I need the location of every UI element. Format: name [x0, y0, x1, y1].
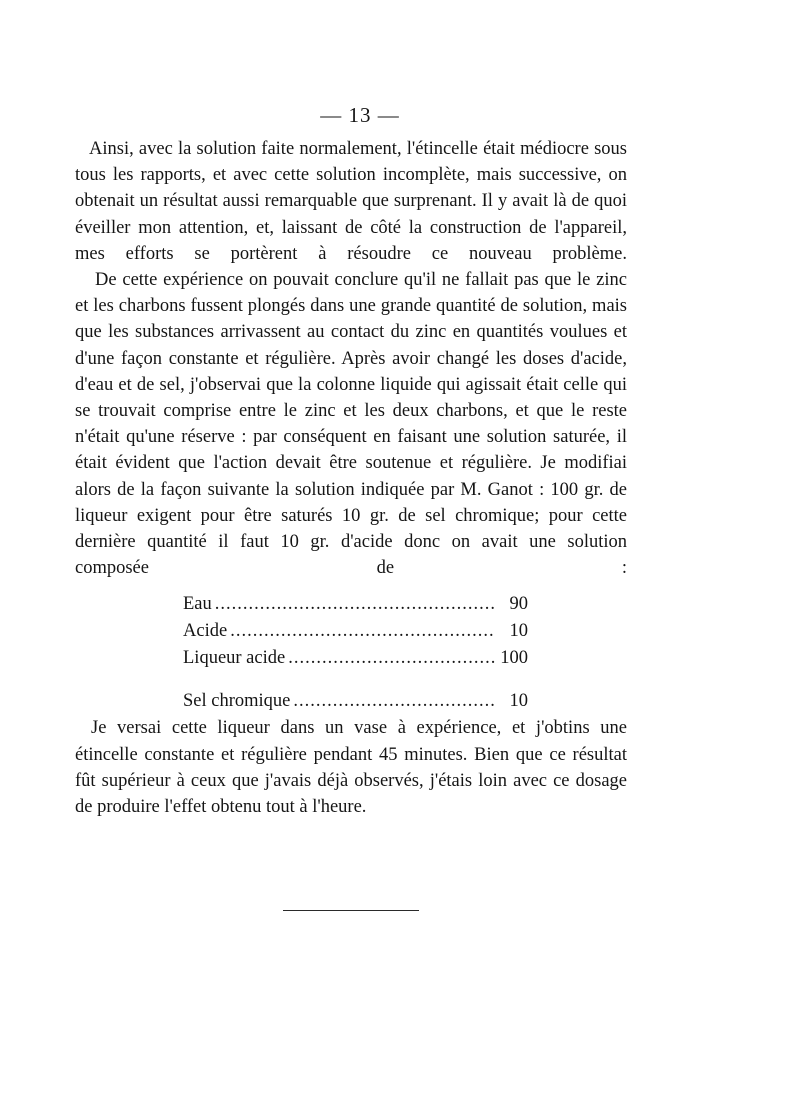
- dot-leader: [288, 645, 495, 671]
- recipe-item-name: Sel chromique: [183, 691, 291, 712]
- recipe-item-name: Eau: [183, 594, 212, 615]
- recipe-item-qty: 10: [509, 621, 528, 642]
- recipe-row: [183, 591, 528, 618]
- paragraph-1: [75, 136, 627, 267]
- recipe-item-qty: 10: [509, 691, 528, 712]
- dot-leader: [293, 688, 495, 714]
- recipe-row: [183, 688, 528, 715]
- recipe-table: [183, 591, 528, 715]
- paragraph-3: [75, 715, 627, 820]
- recipe-item-qty: 90: [509, 594, 528, 615]
- paragraph-2: [75, 267, 627, 581]
- paragraph-3-text: Je versai cette liqueur dans un vase à expérience, et j'obtins une étincelle constante et régulière pendant 45 minutes. Bien que ce résultat fût supérieur à ceux que j'avais déjà observés, j'étais loin avec ce dosage de produire l'effet obtenu tout à l'heure.: [75, 718, 627, 818]
- recipe-item-qty: 100: [500, 648, 528, 669]
- recipe-item-name: Liqueur acide: [183, 648, 286, 669]
- recipe-spacer: [183, 672, 528, 688]
- dot-leader: [215, 591, 495, 617]
- closing-rule: [283, 910, 419, 911]
- body-text: [75, 136, 627, 820]
- page-number: — 13 —: [320, 103, 400, 127]
- recipe-row: [183, 645, 528, 672]
- recipe-item-name: Acide: [183, 621, 228, 642]
- paragraph-2-text: De cette expérience on pouvait conclure qu'il ne fallait pas que le zinc et les charbons fussent plongés dans une grande quantité de solution, mais que les substances arrivassent au contact du zinc en quantités voulues et d'une façon constante et régulière. Après avoir changé les doses d'acide, d'eau et de sel, j'observai que la colonne liquide qui agissait était celle qui se trouvait comprise entre le zinc et les deux charbons, et que le reste n'était qu'une réserve : par conséquent en faisant une solution saturée, il était évident que l'action devait être soutenue et régulière. Je modifiai alors de la façon suivante la solution indiquée par M. Ganot : 100 gr. de liqueur exigent pour être saturés 10 gr. de sel chromique; pour cette dernière quantité il faut 10 gr. d'acide donc on avait une solution composée de :: [75, 270, 627, 579]
- paragraph-1-text: Ainsi, avec la solution faite normalement, l'étincelle était médiocre sous tous les rapports, et avec cette solution incomplète, mais successive, on obtenait un résultat aussi remarquable que surprenant. Il y avait là de quoi éveiller mon attention, et, laissant de côté la construction de l'appareil, mes efforts se portèrent à résoudre ce nouveau problème.: [75, 139, 627, 264]
- dot-leader: [230, 618, 495, 644]
- recipe-row: [183, 618, 528, 645]
